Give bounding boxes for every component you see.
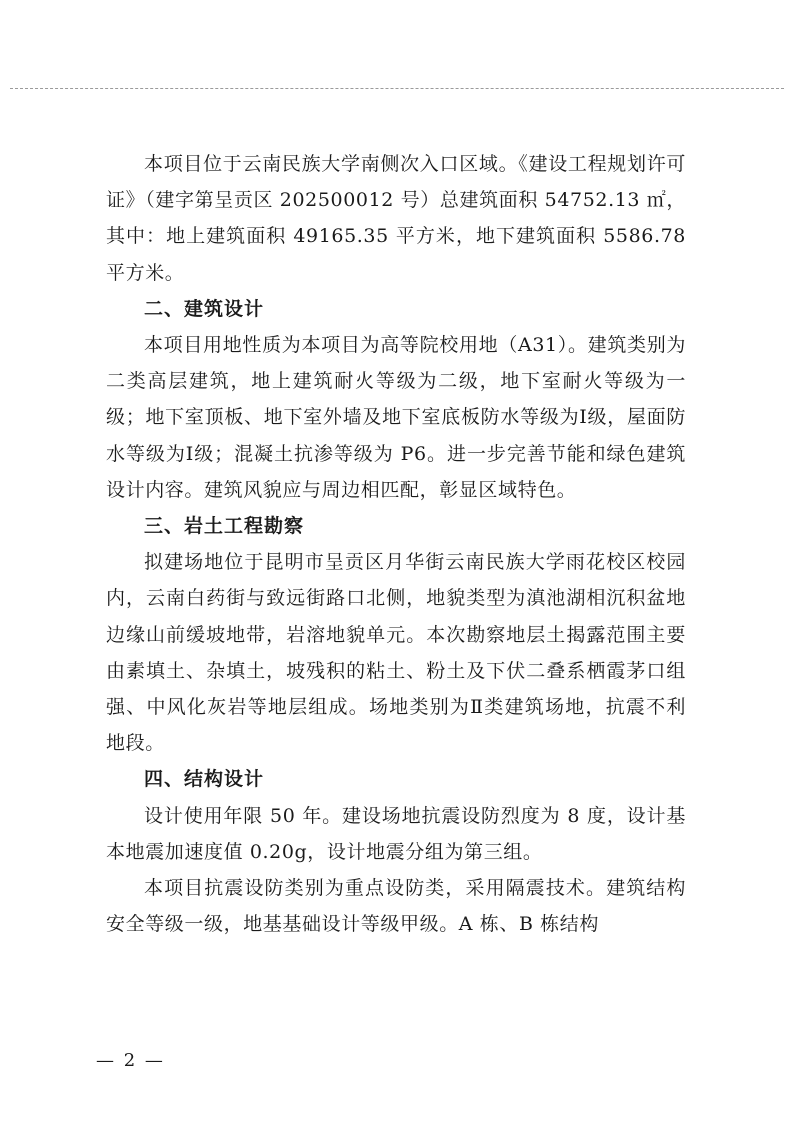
header-divider <box>10 88 784 89</box>
paragraph-structure-seismic: 设计使用年限 50 年。建设场地抗震设防烈度为 8 度，设计基本地震加速度值 0.20g，设计地震分组为第三组。 <box>106 804 686 863</box>
section-heading-geotechnical: 三、岩土工程勘察 <box>144 515 305 538</box>
paragraph-structure-isolation: 本项目抗震设防类别为重点设防类，采用隔震技术。建筑结构安全等级一级，地基基础设计等级甲级。A 栋、B 栋结构 <box>106 877 686 936</box>
section-heading-architecture: 二、建筑设计 <box>144 297 265 320</box>
page-number: — 2 — <box>96 1050 165 1071</box>
paragraph-geotechnical: 拟建场地位于昆明市呈贡区月华街云南民族大学雨花校区校园内，云南白药街与致远街路口北侧，地貌类型为滇池湖相沉积盆地边缘山前缓坡地带，岩溶地貌单元。本次勘察地层土揭露范围主要由素填土、杂填土，坡残积的粘土、粉土及下伏二叠系栖霞茅口组强、中风化灰岩等地层组成。场地类别为Ⅱ类建筑场地，抗震不利地段。 <box>106 551 686 755</box>
paragraph-architecture: 本项目用地性质为本项目为高等院校用地（A31）。建筑类别为二类高层建筑，地上建筑耐火等级为二级，地下室耐火等级为一级；地下室顶板、地下室外墙及地下室底板防水等级为Ⅰ级，屋面防水等级为Ⅰ级；混凝土抗渗等级为 P6。进一步完善节能和绿色建筑设计内容。建筑风貌应与周边相匹配，彰显区域特色。 <box>106 334 686 501</box>
paragraph-project-location: 本项目位于云南民族大学南侧次入口区域。《建设工程规划许可证》（建字第呈贡区 202500012 号）总建筑面积 54752.13 ㎡，其中：地上建筑面积 49165.35 平方米，地下建筑面积 5586.78 平方米。 <box>106 153 686 284</box>
section-heading-structure: 四、结构设计 <box>144 768 265 791</box>
document-body <box>106 146 686 942</box>
